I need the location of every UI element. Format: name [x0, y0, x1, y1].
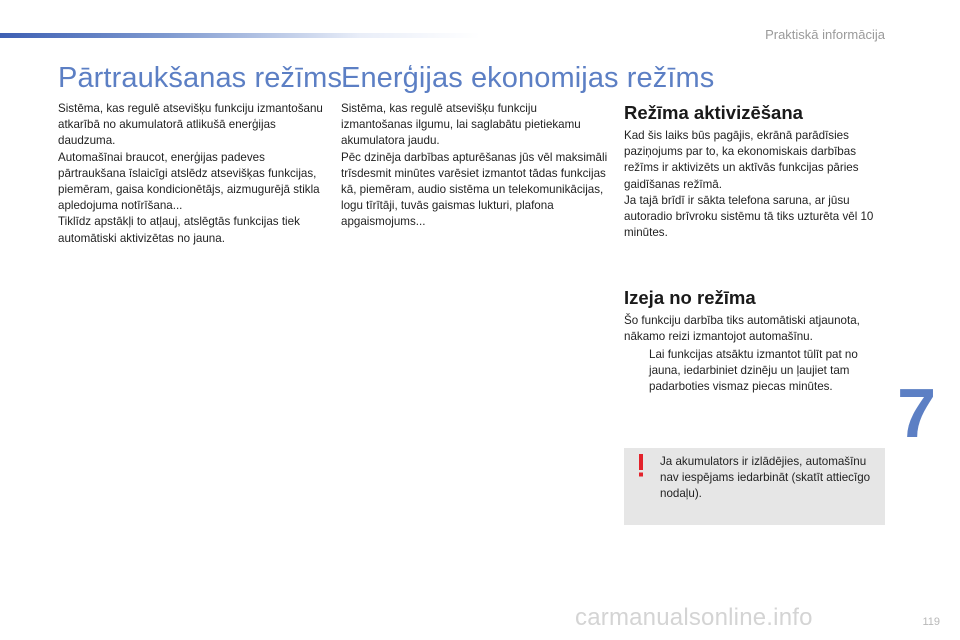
activation-heading: Režīma aktivizēšana: [624, 102, 803, 123]
energy-economy-title: Enerģijas ekonomijas režīms: [341, 62, 715, 94]
page-number: 119: [922, 616, 940, 628]
exit-heading: Izeja no režīma: [624, 287, 756, 308]
watermark: carmanualsonline.info: [575, 604, 813, 631]
chapter-number: 7: [897, 374, 936, 452]
exit-bullet-text: Lai funkcijas atsāktu izmantot tūlīt pat no jauna, iedarbiniet dzinēju un ļaujiet tam padarboties vismaz piecas minūtes.: [649, 348, 858, 394]
section-header: Praktiskā informācija: [765, 27, 885, 42]
warning-exclamation-icon: [634, 452, 648, 478]
warning-text: Ja akumulators ir izlādējies, automašīnu nav iespējams iedarbināt (skatīt attiecīgo nodaļu).: [660, 455, 871, 501]
warning-note: [624, 448, 885, 525]
header-accent-bar: [0, 33, 480, 38]
energy-economy-text: Sistēma, kas regulē atsevišķu funkciju izmantošanas ilgumu, lai saglabātu pietiekamu akumulatora jaudu. Pēc dzinēja darbības apturēšanas jūs vēl maksimāli trīsdesmit minūtes varēsiet izmantot tādas funkcijas kā, piemēram, audio sistēma un telekomunikācijas, logu tīrītāji, tuvās gaismas lukturi, plafona apgaismojums...: [341, 102, 608, 229]
exit-text: Šo funkciju darbība tiks automātiski atjaunota, nākamo reizi izmantojot automašīnu.: [624, 314, 860, 344]
interruption-mode-text: Sistēma, kas regulē atsevišķu funkciju izmantošanu atkarībā no akumulatorā atlikušā enerģijas daudzuma. Automašīnai braucot, enerģijas padeves pārtraukšana īslaicīgi atslēdz atsevišķas funkcijas, piemēram, gaisa kondicionētājs, aizmugurējā stikla apledojuma notīrīšana... Tiklīdz apstākļi to atļauj, atslēgtās funkcijas tiek automātiski aktivizētas no jauna.: [58, 102, 323, 245]
activation-text: Kad šis laiks būs pagājis, ekrānā parādīsies paziņojums par to, ka ekonomiskais darbības režīms ir aktivizēts un aktīvās funkcijas pāries gaidīšanas režīmā. Ja tajā brīdī ir sākta telefona saruna, ar jūsu autoradio brīvroku sistēmu tā tiks uzturēta vēl 10 minūtes.: [624, 129, 874, 240]
interruption-mode-title: Pārtraukšanas režīms: [58, 62, 343, 94]
